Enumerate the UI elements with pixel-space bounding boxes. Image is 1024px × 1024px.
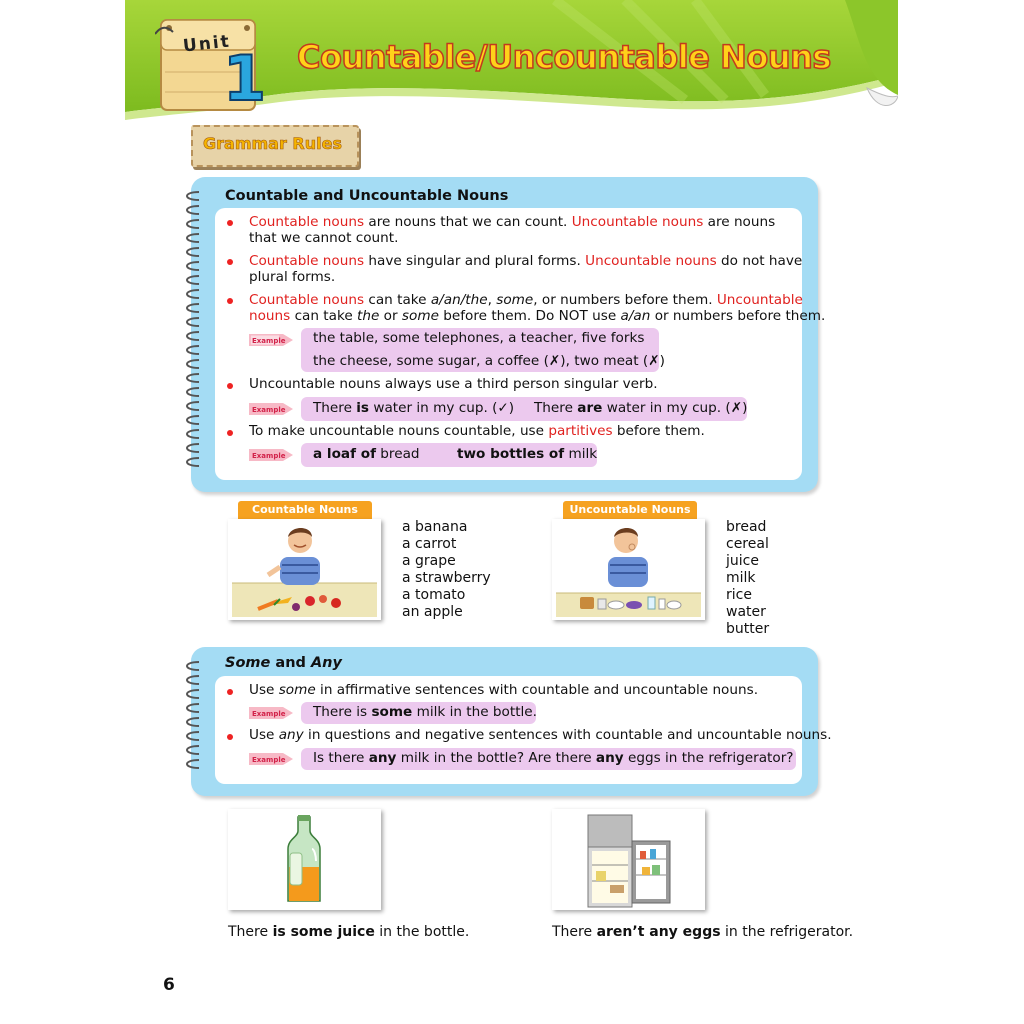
grammar-rules-text: Grammar Rules: [203, 134, 342, 153]
example-tag-text: Example: [252, 337, 286, 345]
example-tag-text: Example: [252, 406, 286, 414]
unit-word: Unit: [182, 31, 232, 57]
spiral-binding-icon: [177, 656, 207, 782]
rule-line: Countable nouns have singular and plural forms. Uncountable nouns do not have: [249, 253, 803, 269]
example-line: a loaf of bread: [313, 446, 420, 462]
rules-card-body: [215, 208, 826, 480]
rule-line: To make uncountable nouns countable, use partitives before them.: [249, 423, 705, 439]
example-tag-icon: [249, 332, 293, 348]
example-line: There are water in my cup. (✗): [534, 400, 748, 416]
rule-line: Countable nouns are nouns that we can count. Uncountable nouns are nouns: [249, 214, 776, 230]
unit-badge: [155, 12, 267, 118]
uncountable-word: rice: [726, 587, 752, 603]
example-tag-text: Example: [252, 756, 286, 764]
bullet-dot: [227, 430, 233, 436]
example-tag-text: Example: [252, 452, 286, 460]
uncountable-word: water: [726, 604, 766, 620]
bullet-dot: [227, 734, 233, 740]
example-line: Is there any milk in the bottle? Are there any eggs in the refrigerator?: [313, 750, 794, 766]
uncountable-word: butter: [726, 621, 770, 637]
example-pill: [301, 397, 747, 421]
some-any-body: [215, 676, 832, 784]
juice-bottle-picture: [228, 809, 381, 910]
example-pill: [301, 748, 796, 770]
bullet-dot: [227, 383, 233, 389]
bullet-dot: [227, 689, 233, 695]
refrigerator-picture: [552, 809, 705, 910]
some-any-card: [191, 647, 832, 796]
refrigerator-illustration: [552, 809, 705, 910]
refrigerator-caption: There aren’t any eggs in the refrigerator.: [552, 924, 854, 940]
example-pill: [301, 328, 665, 372]
some-any-heading: Some and Any: [225, 655, 342, 671]
example-line: the table, some telephones, a teacher, five forks: [313, 330, 645, 346]
example-pill: [301, 702, 536, 724]
uncountable-word: juice: [726, 553, 759, 569]
rules-card-heading: Countable and Uncountable Nouns: [225, 188, 509, 204]
countable-word: a carrot: [402, 536, 457, 552]
countable-picture: [228, 519, 381, 620]
uncountable-picture: [552, 519, 705, 620]
rule-line: that we cannot count.: [249, 230, 399, 246]
rule-line: Uncountable nouns always use a third person singular verb.: [249, 376, 658, 392]
countable-word: a banana: [402, 519, 468, 535]
countable-word: a grape: [402, 553, 456, 569]
boy-with-fruits-illustration: [228, 519, 381, 620]
page-number: 6: [163, 975, 175, 995]
bullet-dot: [227, 220, 233, 226]
example-tag-icon: [249, 447, 293, 463]
boy-with-food-illustration: [552, 519, 705, 620]
countable-nouns-tab: Countable Nouns: [238, 501, 372, 519]
rule-line: Use some in affirmative sentences with countable and uncountable nouns.: [249, 682, 759, 698]
rule-line: plural forms.: [249, 269, 336, 285]
rules-card: [191, 177, 826, 492]
rule-line: nouns can take the or some before them. Do NOT use a/an or numbers before them.: [249, 308, 826, 324]
example-tag-icon: [249, 401, 293, 417]
example-line: two bottles of milk: [457, 446, 598, 462]
juice-bottle-illustration: [228, 809, 381, 910]
uncountable-word: milk: [726, 570, 756, 586]
example-tag-icon: [249, 751, 293, 767]
grammar-rules-label: [191, 125, 359, 167]
countable-word: a strawberry: [402, 570, 491, 586]
uncountable-word: bread: [726, 519, 767, 535]
rule-line: Countable nouns can take a/an/the, some, or numbers before them. Uncountable: [249, 292, 803, 308]
example-tag-icon: [249, 705, 293, 721]
countable-word: an apple: [402, 604, 463, 620]
uncountable-nouns-tab: Uncountable Nouns: [563, 501, 697, 519]
example-line: the cheese, some sugar, a coffee (✗), two meat (✗): [313, 353, 665, 369]
unit-number: 1: [223, 42, 267, 115]
rule-line: Use any in questions and negative sentences with countable and uncountable nouns.: [249, 727, 832, 743]
spiral-binding-icon: [177, 186, 207, 486]
textbook-page: [125, 0, 898, 1024]
example-line: There is some milk in the bottle.: [313, 704, 537, 720]
page-title: Countable/Uncountable Nouns: [297, 38, 831, 76]
bullet-dot: [227, 298, 233, 304]
juice-caption: There is some juice in the bottle.: [228, 924, 470, 940]
example-pill: [301, 443, 597, 467]
example-tag-text: Example: [252, 710, 286, 718]
example-line: There is water in my cup. (✓): [313, 400, 515, 416]
uncountable-word: cereal: [726, 536, 769, 552]
countable-word: a tomato: [402, 587, 466, 603]
bullet-dot: [227, 259, 233, 265]
